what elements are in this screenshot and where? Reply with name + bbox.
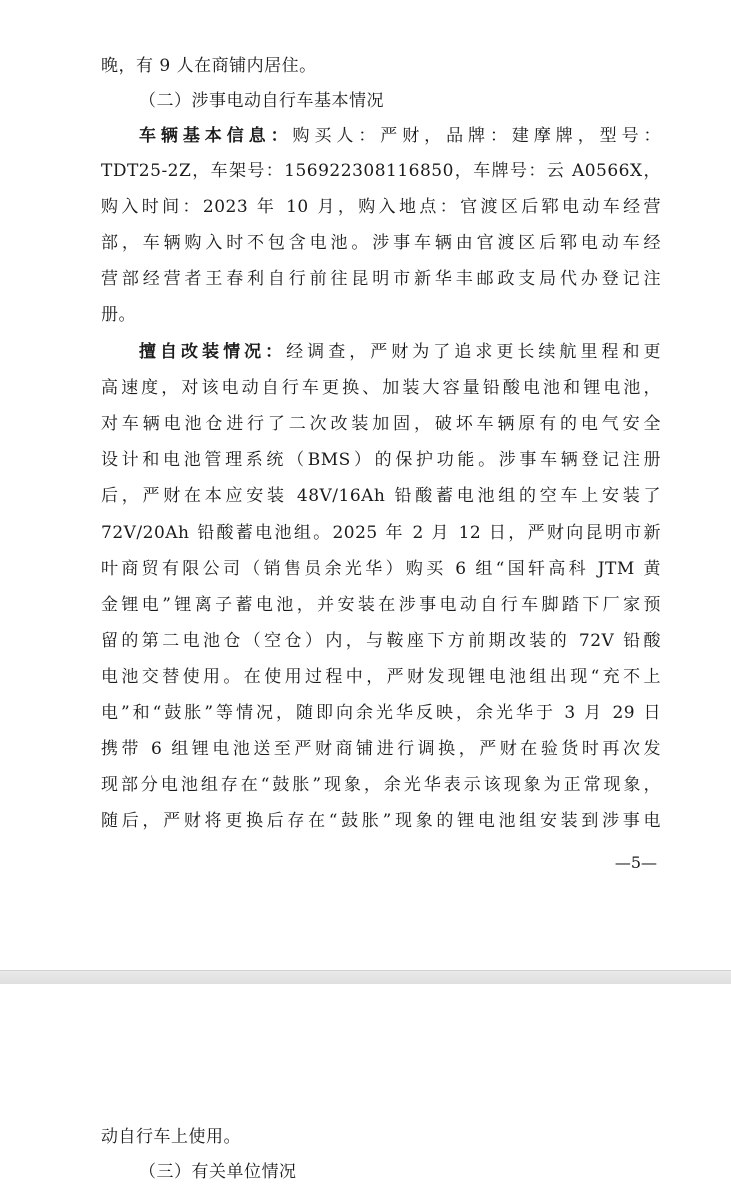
text-line: 电”和“鼓胀”等情况，随即向余光华反映，余光华于 3 月 29 日 xyxy=(101,703,661,723)
document-page-6 xyxy=(0,984,731,1204)
text-line: 72V/20Ah 铅酸蓄电池组。2025 年 2 月 12 日，严财向昆明市新 xyxy=(101,523,661,543)
text-line: 叶商贸有限公司（销售员余光华）购买 6 组“国轩高科 JTM 黄 xyxy=(101,559,661,579)
section-heading: （二）涉事电动自行车基本情况 xyxy=(139,91,384,111)
modification-text: 经调查，严财为了追求更长续航里程和更 xyxy=(286,342,662,362)
text-line xyxy=(139,125,661,147)
text-line: 携带 6 组锂电池送至严财商铺进行调换，严财在验货时再次发 xyxy=(101,739,661,759)
text-line: TDT25-2Z，车架号：156922308116850，车牌号：云 A0566X， xyxy=(101,161,661,181)
text-line: 营部经营者王春利自行前往昆明市新华丰邮政支局代办登记注 xyxy=(101,269,661,289)
text-line: 晚，有 9 人在商铺内居住。 xyxy=(101,56,317,76)
vehicle-info-label: 车辆基本信息： xyxy=(139,126,293,146)
text-line: 对车辆电池仓进行了二次改装加固，破坏车辆原有的电气安全 xyxy=(101,414,661,434)
text-line: 册。 xyxy=(101,305,136,325)
modification-label: 擅自改装情况： xyxy=(139,342,287,362)
text-line: 购入时间：2023 年 10 月，购入地点：官渡区后郓电动车经营 xyxy=(101,197,661,217)
section-heading: （三）有关单位情况 xyxy=(139,1162,297,1182)
text-line: 留的第二电池仓（空仓）内，与鞍座下方前期改装的 72V 铅酸 xyxy=(101,631,661,651)
text-line: 后，严财在本应安装 48V/16Ah 铅酸蓄电池组的空车上安装了 xyxy=(101,486,661,506)
text-line: 现部分电池组存在“鼓胀”现象，余光华表示该现象为正常现象， xyxy=(101,775,661,795)
text-line: 电池交替使用。在使用过程中，严财发现锂电池组出现“充不上 xyxy=(101,667,661,687)
vehicle-info-text: 购买人：严财，品牌：建摩牌，型号： xyxy=(292,126,662,146)
text-line: 动自行车上使用。 xyxy=(101,1127,241,1147)
text-line: 随后，严财将更换后存在“鼓胀”现象的锂电池组安装到涉事电 xyxy=(101,811,661,831)
text-line: 高速度，对该电动自行车更换、加装大容量铅酸电池和锂电池， xyxy=(101,378,661,398)
text-line: 金锂电”锂离子蓄电池，并安装在涉事电动自行车脚踏下厂家预 xyxy=(101,595,661,615)
page-number: —5— xyxy=(614,853,657,872)
text-line: 设计和电池管理系统（BMS）的保护功能。涉事车辆登记注册 xyxy=(101,450,661,470)
text-line: 部，车辆购入时不包含电池。涉事车辆由官渡区后郓电动车经 xyxy=(101,233,661,253)
text-line xyxy=(139,341,661,363)
